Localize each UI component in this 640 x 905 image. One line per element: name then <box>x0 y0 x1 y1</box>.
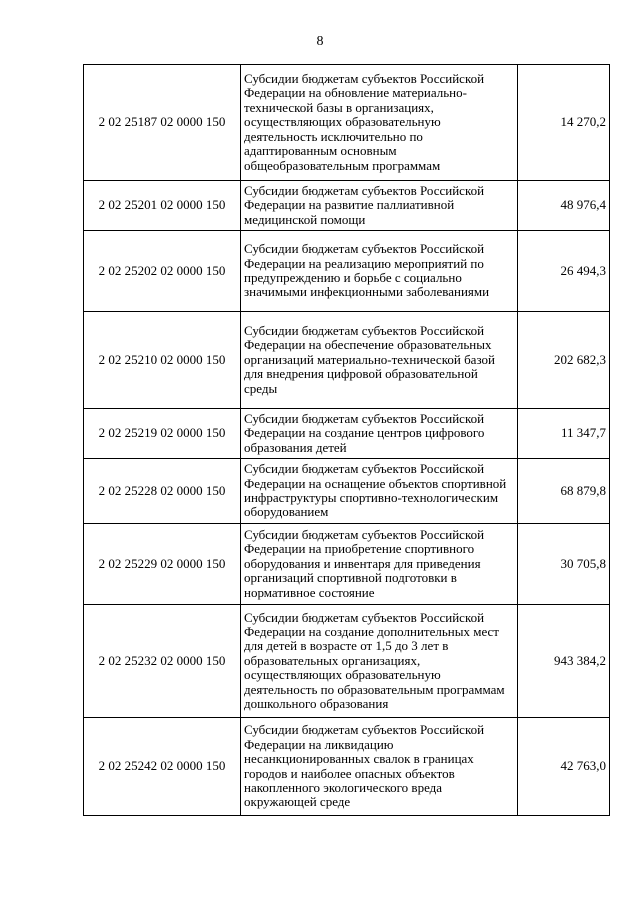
row-code: 2 02 25187 02 0000 150 <box>84 65 241 181</box>
row-description: Субсидии бюджетам субъектов Российской Федерации на обеспечение образовательных организаций материально-технической базой для внедрения цифровой образовательной среды <box>241 312 518 409</box>
row-code: 2 02 25202 02 0000 150 <box>84 231 241 312</box>
table-row <box>84 312 610 409</box>
row-code: 2 02 25242 02 0000 150 <box>84 718 241 816</box>
budget-revenue-table <box>83 64 610 816</box>
row-code: 2 02 25210 02 0000 150 <box>84 312 241 409</box>
table-row <box>84 718 610 816</box>
row-amount: 48 976,4 <box>518 181 610 231</box>
table-row <box>84 605 610 718</box>
table-row <box>84 409 610 459</box>
table-body <box>84 65 610 816</box>
table-row <box>84 524 610 605</box>
row-amount: 11 347,7 <box>518 409 610 459</box>
row-code: 2 02 25229 02 0000 150 <box>84 524 241 605</box>
row-amount: 30 705,8 <box>518 524 610 605</box>
row-code: 2 02 25232 02 0000 150 <box>84 605 241 718</box>
row-code: 2 02 25228 02 0000 150 <box>84 459 241 524</box>
row-description: Субсидии бюджетам субъектов Российской Федерации на создание центров цифрового образования детей <box>241 409 518 459</box>
row-amount: 202 682,3 <box>518 312 610 409</box>
row-description: Субсидии бюджетам субъектов Российской Федерации на ликвидацию несанкционированных свалок в границах городов и наиболее опасных объектов накопленного экологического вреда окружающей среде <box>241 718 518 816</box>
row-code: 2 02 25219 02 0000 150 <box>84 409 241 459</box>
row-amount: 42 763,0 <box>518 718 610 816</box>
row-description: Субсидии бюджетам субъектов Российской Федерации на создание дополнительных мест для детей в возрасте от 1,5 до 3 лет в образовательных организациях, осуществляющих образовательную деятельность по образовательным программам дошкольного образования <box>241 605 518 718</box>
row-amount: 14 270,2 <box>518 65 610 181</box>
row-description: Субсидии бюджетам субъектов Российской Федерации на оснащение объектов спортивной инфраструктуры спортивно-технологическим оборудованием <box>241 459 518 524</box>
row-amount: 26 494,3 <box>518 231 610 312</box>
row-description: Субсидии бюджетам субъектов Российской Федерации на приобретение спортивного оборудования и инвентаря для приведения организаций спортивной подготовки в нормативное состояние <box>241 524 518 605</box>
table-row <box>84 65 610 181</box>
row-description: Субсидии бюджетам субъектов Российской Федерации на реализацию мероприятий по предупреждению и борьбе с социально значимыми инфекционными заболеваниями <box>241 231 518 312</box>
row-code: 2 02 25201 02 0000 150 <box>84 181 241 231</box>
page-number: 8 <box>316 34 324 49</box>
table-row <box>84 181 610 231</box>
table-row <box>84 459 610 524</box>
row-amount: 68 879,8 <box>518 459 610 524</box>
row-description: Субсидии бюджетам субъектов Российской Федерации на развитие паллиативной медицинской помощи <box>241 181 518 231</box>
table-row <box>84 231 610 312</box>
row-amount: 943 384,2 <box>518 605 610 718</box>
row-description: Субсидии бюджетам субъектов Российской Федерации на обновление материально-технической базы в организациях, осуществляющих образовательную деятельность исключительно по адаптированным основным общеобразовательным программам <box>241 65 518 181</box>
